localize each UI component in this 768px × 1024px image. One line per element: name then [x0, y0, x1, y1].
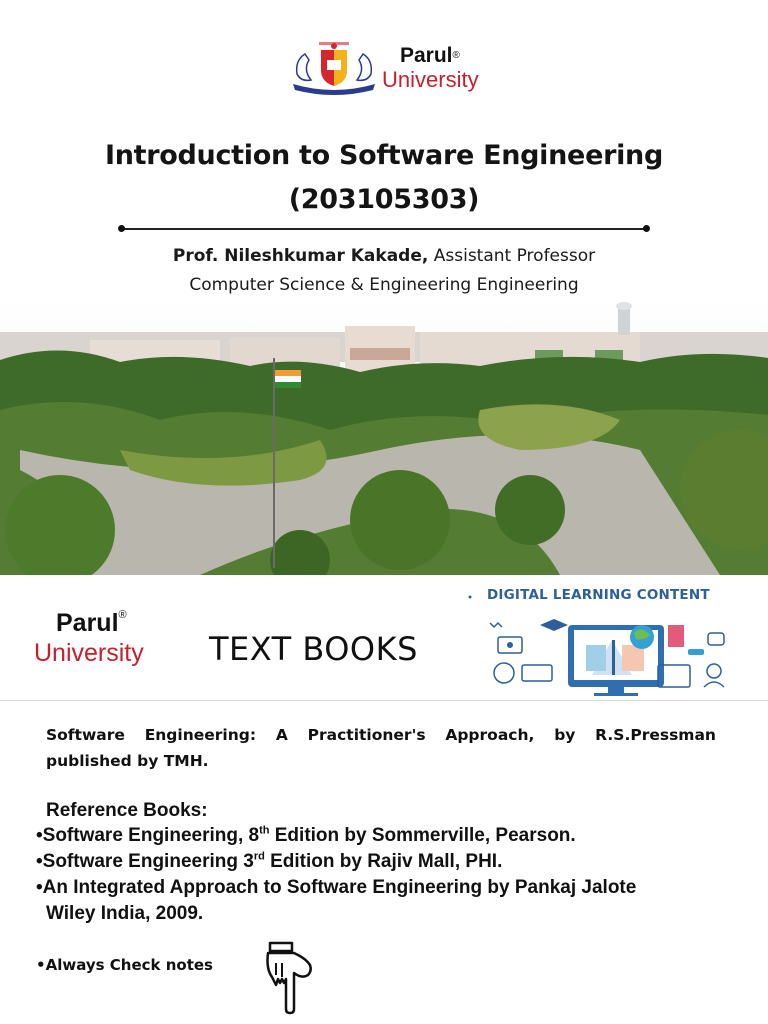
parul-logo	[285, 40, 490, 96]
reference-item-2: •Software Engineering 3rd Edition by Rajiv Mall, PHI.	[36, 850, 503, 872]
textbook-word: Software	[46, 726, 125, 744]
reference-item-3: •An Integrated Approach to Software Engineering by Pankaj Jalote	[36, 877, 637, 898]
textbook-line-1	[46, 726, 716, 744]
textbook-line-2: published by TMH.	[46, 752, 209, 770]
digital-learning-illustration	[462, 585, 734, 697]
brand-parul: Parul®	[400, 44, 460, 67]
textbooks-slide	[0, 575, 768, 1024]
divider-line	[121, 228, 647, 230]
textbook-word: Approach,	[445, 726, 535, 744]
textbook-word: Engineering:	[144, 726, 257, 744]
professor-role: Assistant Professor	[428, 246, 596, 266]
divider-dot-left	[118, 225, 125, 232]
campus-aerial-photo	[0, 300, 768, 575]
course-code: (203105303)	[288, 184, 480, 215]
check-notes: •Always Check notes	[36, 956, 213, 974]
slide-header	[0, 575, 768, 701]
reference-item-3-cont: Wiley India, 2009.	[46, 903, 204, 924]
reference-heading: Reference Books:	[46, 800, 208, 821]
textbook-word: R.S.Pressman	[595, 726, 716, 744]
department: Computer Science & Engineering Engineering	[189, 275, 579, 295]
brand-parul: Parul®	[56, 609, 127, 637]
brand-university: University	[34, 639, 144, 667]
divider-dot-right	[643, 225, 650, 232]
university-crest-icon	[285, 40, 383, 96]
textbook-word: Practitioner's	[307, 726, 426, 744]
professor-line	[0, 246, 768, 266]
textbook-word: by	[554, 726, 576, 744]
textbook-word: A	[275, 726, 288, 744]
professor-name: Prof. Nileshkumar Kakade,	[172, 246, 429, 266]
slide-heading: TEXT BOOKS	[209, 630, 418, 668]
course-title: Introduction to Software Engineering	[104, 140, 664, 171]
reference-item-1: •Software Engineering, 8th Edition by Sommerville, Pearson.	[36, 824, 576, 846]
digital-learning-label: DIGITAL LEARNING CONTENT	[487, 587, 710, 603]
brand-university: University	[382, 67, 479, 92]
parul-logo	[34, 609, 174, 669]
digital-learning-banner	[462, 585, 734, 697]
pointing-hand-icon	[262, 939, 320, 1015]
